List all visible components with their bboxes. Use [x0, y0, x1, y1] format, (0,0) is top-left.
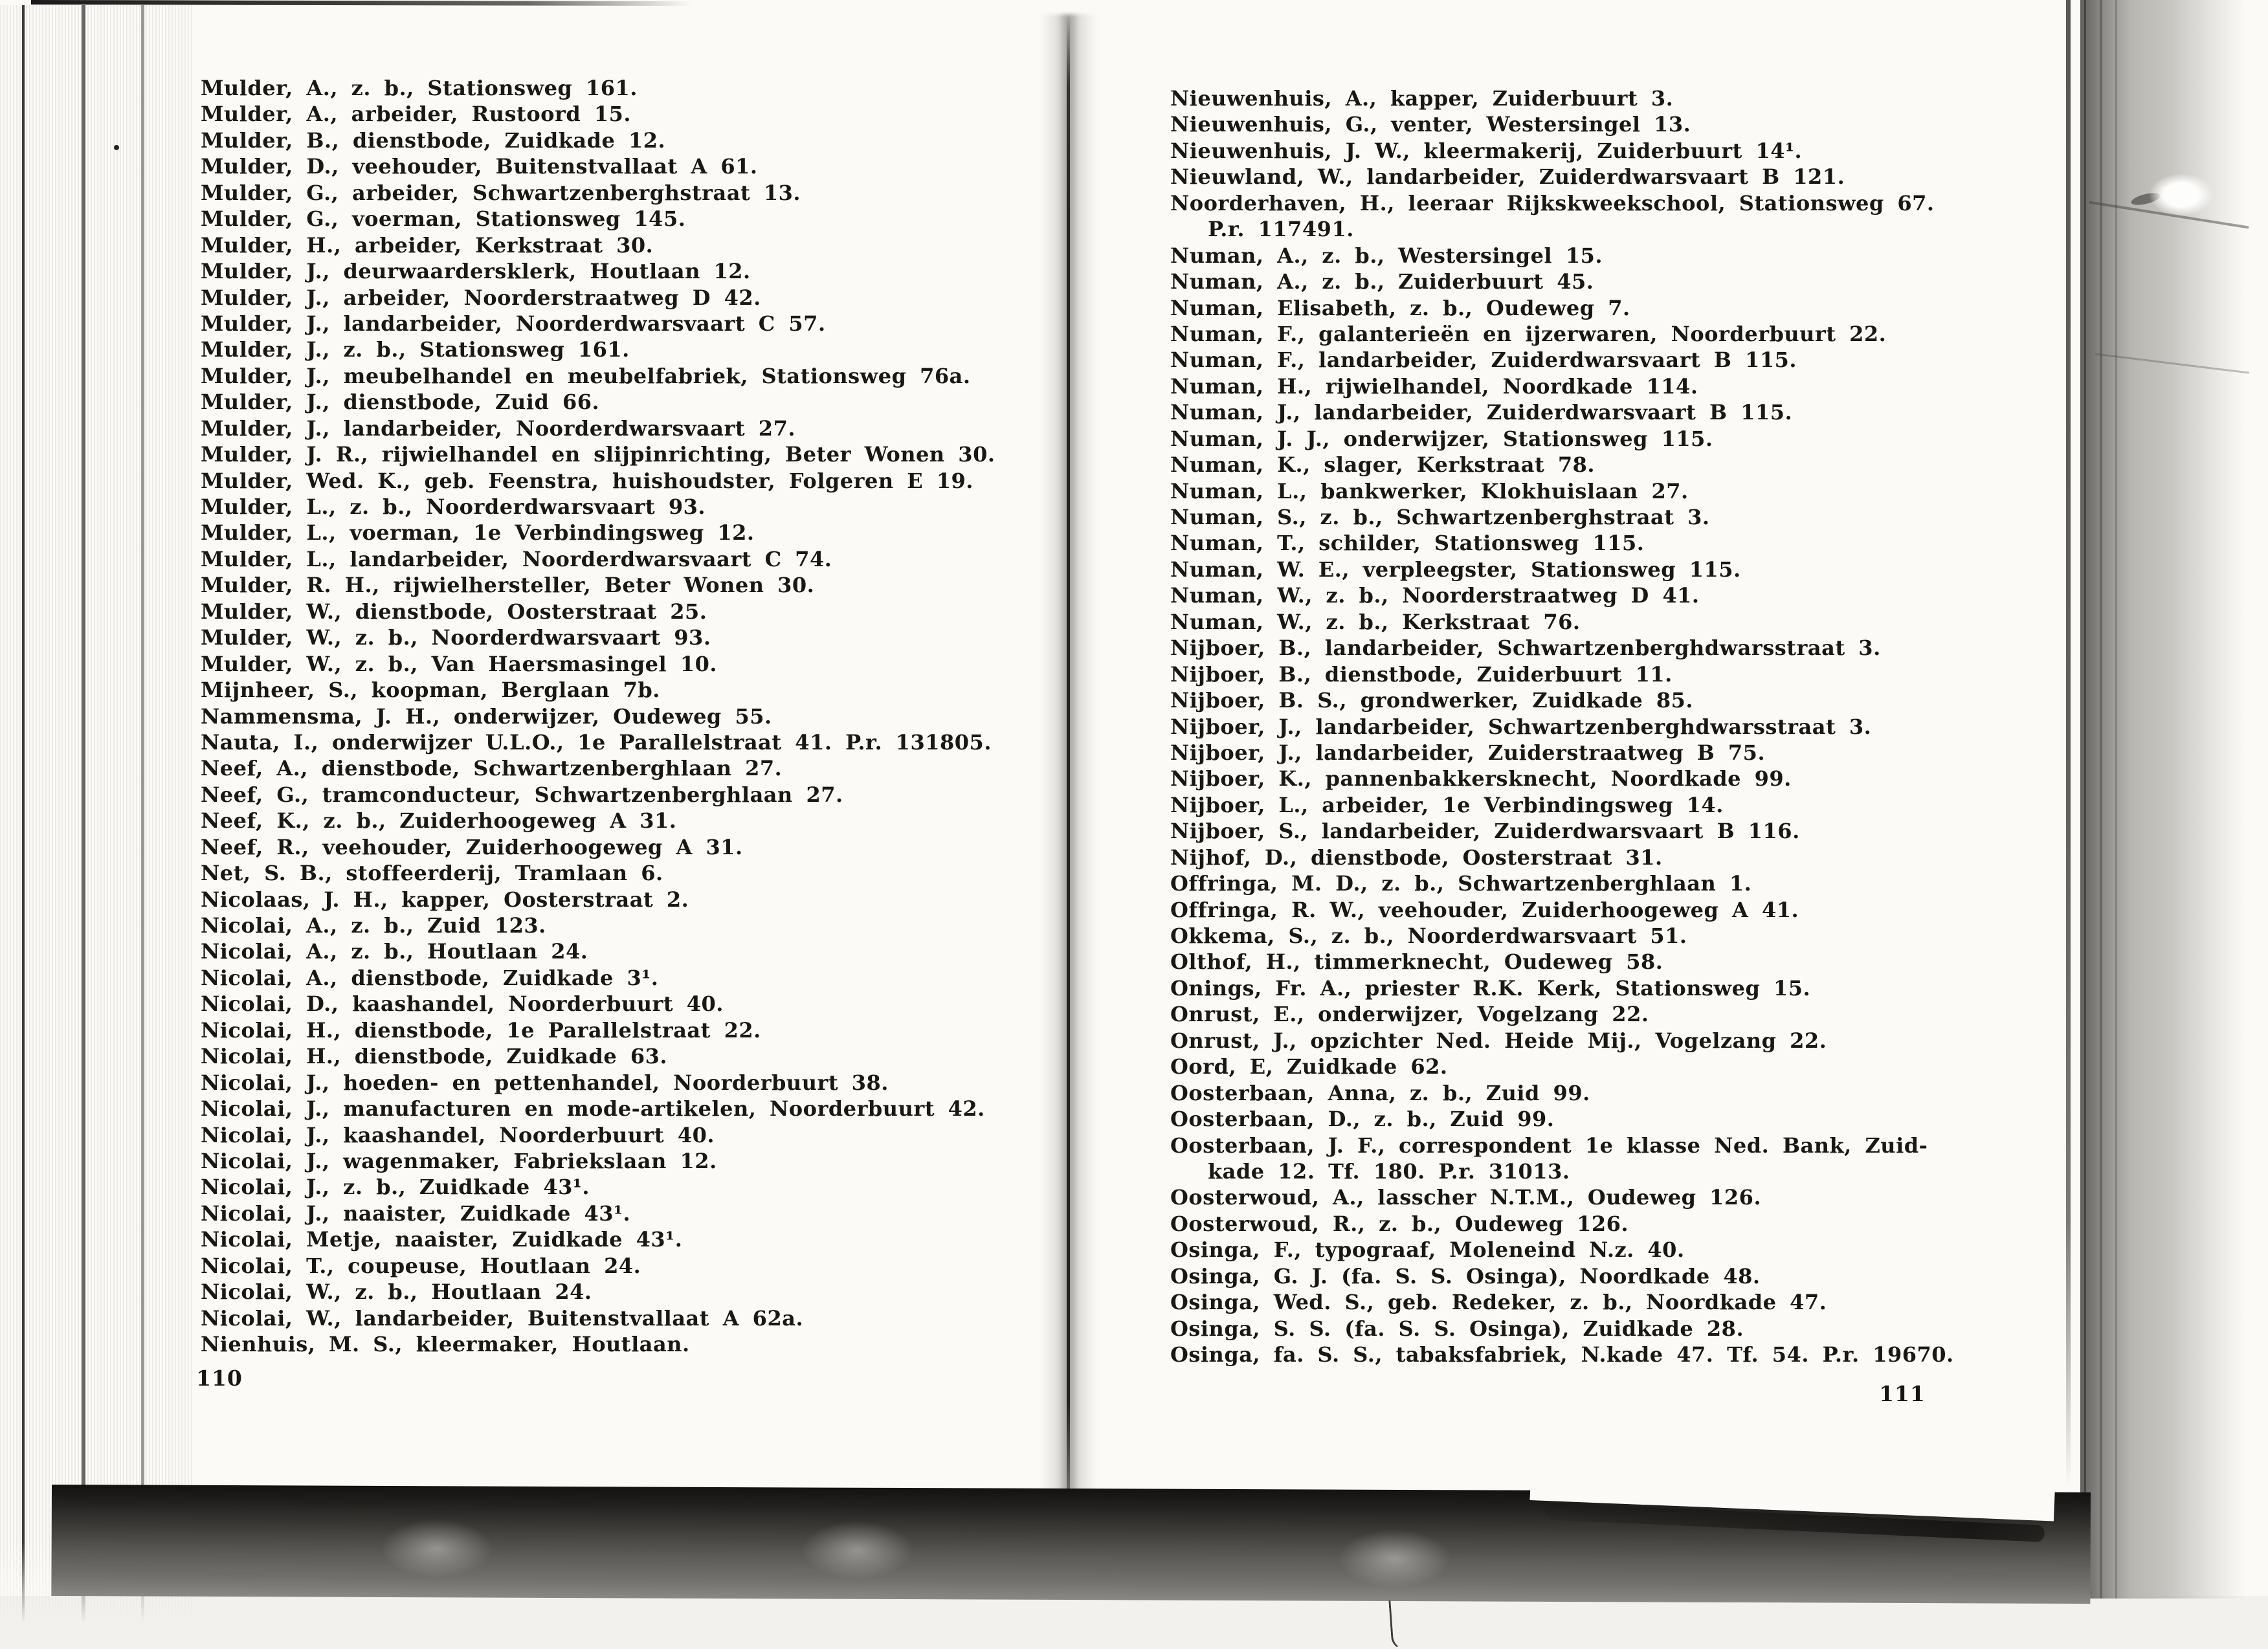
directory-entry-line: Oosterbaan, Anna, z. b., Zuid 99.: [1170, 1080, 1590, 1105]
directory-entry-line: Onrust, E., onderwijzer, Vogelzang 22.: [1170, 1002, 1649, 1027]
directory-entry-line: Nieuwenhuis, J. W., kleermakerij, Zuiderbuurt 14¹.: [1170, 138, 1803, 163]
directory-entry-line: Nijboer, J., landarbeider, Zuiderstraatweg B 75.: [1170, 740, 1766, 765]
directory-entry-line: Numan, H., rijwielhandel, Noordkade 114.: [1170, 373, 1698, 399]
directory-entry-line: Neef, G., tramconducteur, Schwartzenberghlaan 27.: [201, 782, 843, 807]
directory-entry-line: Nicolai, J., wagenmaker, Fabriekslaan 12.: [201, 1148, 717, 1173]
directory-entry-line: Mulder, L., voerman, 1e Verbindingsweg 12.: [201, 520, 755, 546]
page-edge-streak: [2100, 0, 2102, 1599]
directory-entry-line: Nauta, I., onderwijzer U.L.O., 1e Parallelstraat 41. P.r. 131805.: [201, 729, 992, 755]
directory-entry-line: Mulder, J., arbeider, Noorderstraatweg D 42.: [201, 285, 761, 310]
directory-entry-line: Nienhuis, M. S., kleermaker, Houtlaan.: [201, 1332, 690, 1356]
directory-entry-line: Numan, W. E., verpleegster, Stationsweg 115.: [1170, 557, 1741, 582]
directory-entry-line: Numan, A., z. b., Zuiderbuurt 45.: [1170, 269, 1594, 294]
directory-entry-line: Nicolai, W., z. b., Houtlaan 24.: [201, 1279, 592, 1305]
directory-entry-line: Oord, E, Zuidkade 62.: [1170, 1054, 1448, 1079]
directory-entry-line: Mulder, J. R., rijwielhandel en slijpinrichting, Beter Wonen 30.: [201, 442, 995, 467]
directory-entry-line: Numan, S., z. b., Schwartzenberghstraat 3.: [1170, 505, 1710, 529]
directory-entry-line: Mulder, G., arbeider, Schwartzenberghstraat 13.: [201, 180, 801, 205]
directory-entry-line: Numan, L., bankwerker, Klokhuislaan 27.: [1170, 478, 1689, 504]
directory-entry-line: Nicolai, J., naaister, Zuidkade 43¹.: [201, 1201, 631, 1226]
directory-entry-line: Mulder, A., z. b., Stationsweg 161.: [201, 76, 638, 100]
directory-entry-line: Oosterbaan, J. F., correspondent 1e klasse Ned. Bank, Zuid-: [1170, 1133, 1928, 1158]
directory-entry-line: Nijboer, S., landarbeider, Zuiderdwarsvaart B 116.: [1170, 819, 1800, 844]
directory-entry-line: Mulder, W., z. b., Van Haersmasingel 10.: [201, 651, 717, 676]
directory-entry-line: Mulder, L., z. b., Noorderdwarsvaart 93.: [201, 494, 706, 519]
directory-entry-line: Nijboer, B. S., grondwerker, Zuidkade 85.: [1170, 688, 1694, 713]
right-page-edge-line: [2066, 0, 2071, 1489]
directory-entry-line: Nicolai, H., dienstbode, 1e Parallelstraat 22.: [201, 1017, 761, 1043]
directory-entry-line: Mulder, J., landarbeider, Noorderdwarsvaart 27.: [201, 415, 795, 441]
page-edge-streak: [2115, 0, 2117, 1599]
directory-entry-line: Nicolai, A., dienstbode, Zuidkade 3¹.: [201, 965, 659, 990]
directory-entry-line: Mulder, A., arbeider, Rustoord 15.: [201, 102, 632, 127]
directory-entry-line: Osinga, Wed. S., geb. Redeker, z. b., Noordkade 47.: [1170, 1290, 1827, 1315]
left-page-edge-shadow: [0, 5, 194, 1623]
directory-entry-line: Net, S. B., stoffeerderij, Tramlaan 6.: [201, 861, 663, 886]
directory-entry-line: Mulder, J., landarbeider, Noorderdwarsvaart C 57.: [201, 311, 826, 336]
directory-entry-line: Mulder, W., z. b., Noorderdwarsvaart 93.: [201, 625, 711, 650]
directory-entry-line: Nicolai, J., z. b., Zuidkade 43¹.: [201, 1175, 590, 1200]
directory-entry-line: Numan, A., z. b., Westersingel 15.: [1170, 243, 1603, 268]
directory-entry-line: Neef, K., z. b., Zuiderhoogeweg A 31.: [201, 808, 677, 834]
directory-entry-line: P.r. 117491.: [1208, 217, 1354, 242]
directory-entry-line: Nicolai, A., z. b., Houtlaan 24.: [201, 939, 588, 964]
directory-entry-line: Osinga, S. S. (fa. S. S. Osinga), Zuidkade 28.: [1170, 1316, 1744, 1341]
directory-entry-line: Numan, Elisabeth, z. b., Oudeweg 7.: [1170, 295, 1630, 320]
directory-entry-line: Nieuwenhuis, A., kapper, Zuiderbuurt 3.: [1170, 86, 1674, 111]
directory-entry-line: Mulder, L., landarbeider, Noorderdwarsvaart C 74.: [201, 546, 832, 571]
directory-entry-line: Olthof, H., timmerknecht, Oudeweg 58.: [1170, 949, 1663, 975]
directory-entry-line: Offringa, R. W., veehouder, Zuiderhoogeweg A 41.: [1170, 897, 1799, 922]
directory-entry-line: Nicolai, A., z. b., Zuid 123.: [201, 913, 546, 938]
directory-entry-line: Nijhof, D., dienstbode, Oosterstraat 31.: [1170, 845, 1663, 870]
left-page-column: [201, 75, 995, 1357]
directory-entry-line: Okkema, S., z. b., Noorderdwarsvaart 51.: [1170, 924, 1687, 948]
directory-entry-line: Numan, T., schilder, Stationsweg 115.: [1170, 531, 1645, 556]
directory-entry-line: Numan, F., landarbeider, Zuiderdwarsvaart B 115.: [1170, 348, 1797, 373]
scan-light-smudge: [362, 1509, 511, 1588]
directory-entry-line: Mulder, W., dienstbode, Oosterstraat 25.: [201, 599, 707, 624]
directory-entry-line: Mulder, D., veehouder, Buitenstvallaat A 61.: [201, 154, 758, 179]
scan-light-smudge: [783, 1511, 931, 1589]
center-fold-line: [1067, 14, 1070, 1490]
directory-entry-line: Nicolai, W., landarbeider, Buitenstvallaat A 62a.: [201, 1305, 804, 1331]
scan-hair-artifact: [1388, 1599, 1410, 1649]
directory-entry-line: Nicolai, J., kaashandel, Noorderbuurt 40.: [201, 1122, 715, 1147]
directory-entry-line: Nijboer, K., pannenbakkersknecht, Noordkade 99.: [1170, 766, 1792, 791]
directory-entry-line: Mulder, H., arbeider, Kerkstraat 30.: [201, 232, 654, 258]
page-edge-streak: [22, 5, 25, 1623]
directory-entry-line: Numan, W., z. b., Kerkstraat 76.: [1170, 609, 1581, 634]
directory-entry-line: Noorderhaven, H., leeraar Rijkskweekschool, Stationsweg 67.: [1170, 190, 1935, 216]
directory-entry-line: Nicolai, J., hoeden- en pettenhandel, Noorderbuurt 38.: [201, 1070, 889, 1095]
directory-entry-line: Neef, R., veehouder, Zuiderhoogeweg A 31.: [201, 834, 743, 859]
directory-entry-line: Nicolai, D., kaashandel, Noorderbuurt 40.: [201, 991, 724, 1017]
directory-entry-line: kade 12. Tf. 180. P.r. 31013.: [1208, 1158, 1570, 1184]
directory-entry-line: Neef, A., dienstbode, Schwartzenberghlaan 27.: [201, 756, 783, 781]
directory-entry-line: Offringa, M. D., z. b., Schwartzenberghlaan 1.: [1170, 871, 1752, 896]
directory-entry-line: Nieuwland, W., landarbeider, Zuiderdwarsvaart B 121.: [1170, 164, 1845, 190]
directory-entry-line: Nicolai, T., coupeuse, Houtlaan 24.: [201, 1253, 641, 1278]
directory-entry-line: Nijboer, B., landarbeider, Schwartzenberghdwarsstraat 3.: [1170, 636, 1881, 661]
directory-entry-line: Mulder, Wed. K., geb. Feenstra, huishoudster, Folgeren E 19.: [201, 468, 973, 493]
ink-speck: [114, 145, 119, 150]
directory-entry-line: Nicolai, J., manufacturen en mode-artikelen, Noorderbuurt 42.: [201, 1096, 985, 1122]
page-edge-highlight: [2149, 173, 2214, 216]
scan-light-smudge: [1320, 1520, 1469, 1598]
directory-entry-line: Osinga, G. J. (fa. S. S. Osinga), Noordkade 48.: [1170, 1263, 1761, 1289]
page-edge-streak: [2084, 0, 2086, 1599]
right-page-number: 111: [1879, 1381, 1926, 1406]
directory-entry-line: Mulder, J., deurwaardersklerk, Houtlaan 12.: [201, 259, 751, 284]
directory-entry-line: Numan, J., landarbeider, Zuiderdwarsvaart B 115.: [1170, 400, 1793, 425]
directory-entry-line: Nijboer, L., arbeider, 1e Verbindingsweg 14.: [1170, 792, 1724, 817]
directory-entry-line: Nijboer, B., dienstbode, Zuiderbuurt 11.: [1170, 661, 1673, 687]
directory-entry-line: Oosterbaan, D., z. b., Zuid 99.: [1170, 1107, 1555, 1132]
directory-entry-line: Nicolai, Metje, naaister, Zuidkade 43¹.: [201, 1227, 683, 1252]
directory-entry-line: Numan, J. J., onderwijzer, Stationsweg 115.: [1170, 426, 1713, 451]
page-edge-streak: [82, 5, 85, 1623]
directory-entry-line: Nicolaas, J. H., kapper, Oosterstraat 2.: [201, 887, 689, 912]
directory-entry-line: Osinga, fa. S. S., tabaksfabriek, N.kade 47. Tf. 54. P.r. 19670.: [1170, 1342, 1954, 1367]
directory-entry-line: Mulder, B., dienstbode, Zuidkade 12.: [201, 127, 666, 153]
scanner-background-bottom: [0, 1596, 2268, 1649]
directory-entry-line: Mulder, R. H., rijwielhersteller, Beter Wonen 30.: [201, 573, 815, 598]
directory-entry-line: Numan, K., slager, Kerkstraat 78.: [1170, 452, 1595, 478]
directory-entry-line: Nijboer, J., landarbeider, Schwartzenberghdwarsstraat 3.: [1170, 714, 1872, 739]
directory-entry-line: Osinga, F., typograaf, Moleneind N.z. 40.: [1170, 1237, 1685, 1263]
directory-entry-line: Nieuwenhuis, G., venter, Westersingel 13.: [1170, 112, 1691, 137]
directory-entry-line: Numan, W., z. b., Noorderstraatweg D 41.: [1170, 583, 1700, 608]
left-page-number: 110: [196, 1366, 243, 1391]
directory-entry-line: Nicolai, H., dienstbode, Zuidkade 63.: [201, 1044, 668, 1069]
directory-entry-line: Onings, Fr. A., priester R.K. Kerk, Stationsweg 15.: [1170, 975, 1811, 1001]
right-page-column: [1170, 85, 1954, 1367]
page-edge-streak: [141, 5, 144, 1623]
directory-entry-line: Mulder, J., dienstbode, Zuid 66.: [201, 390, 600, 415]
right-page-stack-edge: [2080, 0, 2246, 1599]
directory-entry-line: Oosterwoud, R., z. b., Oudeweg 126.: [1170, 1211, 1629, 1236]
directory-entry-line: Onrust, J., opzichter Ned. Heide Mij., Vogelzang 22.: [1170, 1028, 1827, 1053]
directory-entry-line: Oosterwoud, A., lasscher N.T.M., Oudeweg 126.: [1170, 1185, 1762, 1210]
directory-entry-line: Mulder, J., z. b., Stationsweg 161.: [201, 337, 630, 362]
directory-entry-line: Mijnheer, S., koopman, Berglaan 7b.: [201, 678, 660, 703]
directory-entry-line: Nammensma, J. H., onderwijzer, Oudeweg 55.: [201, 703, 772, 729]
directory-entry-line: Mulder, J., meubelhandel en meubelfabriek, Stationsweg 76a.: [201, 363, 971, 388]
directory-entry-line: Mulder, G., voerman, Stationsweg 145.: [201, 206, 686, 232]
directory-entry-line: Numan, F., galanterieën en ijzerwaren, Noorderbuurt 22.: [1170, 321, 1887, 346]
